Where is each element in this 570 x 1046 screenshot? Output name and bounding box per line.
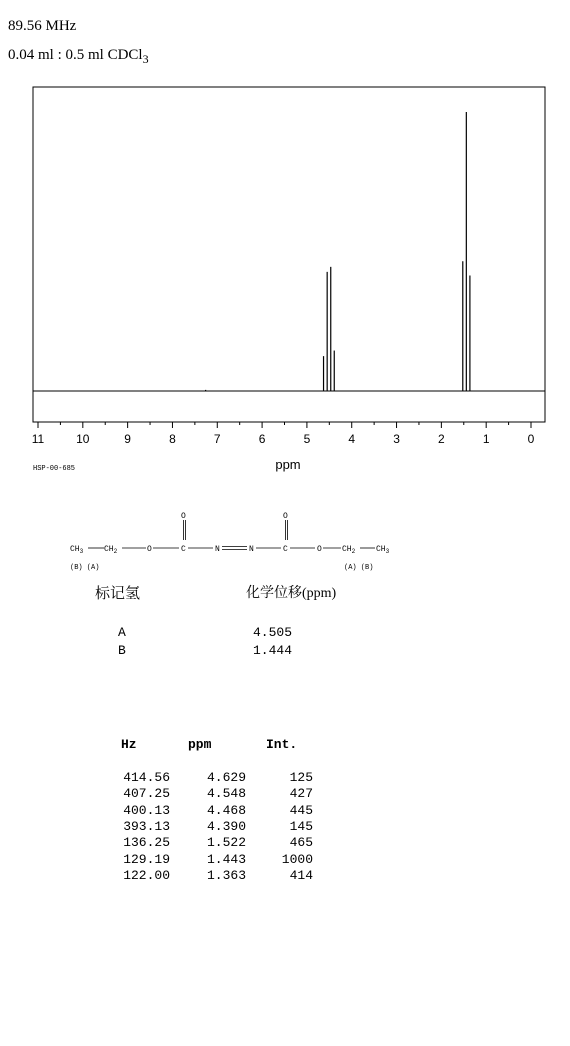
solvent-subscript: 3 [142,52,149,66]
carbonyl-o-right: O [283,512,288,521]
x-tick-label: 4 [348,432,356,446]
atom-ch2-right: $CH_2$ [342,545,356,555]
x-tick-label: 10 [76,432,90,446]
x-tick-label: 0 [527,432,535,446]
labels-right: (A) (B) [344,564,374,572]
peak-table-cell: 125 [289,770,313,785]
peak-table-cell: 465 [289,835,313,851]
peak-table-header: Int. [266,737,298,752]
assign-header-shift: 化学位移(ppm) [246,586,337,601]
x-tick-label: 7 [213,432,221,446]
assign-header-proton: 标记氢 [95,586,141,602]
x-tick-label: 8 [169,432,176,446]
peak-table-cell: 4.629 [207,770,247,785]
peak-table-cell: 129.19 [123,851,170,867]
assign-row-a-label: A [118,625,126,640]
peak-table-cell: 4.468 [207,802,247,818]
assign-row-b-shift: 1.444 [253,643,293,658]
assign-row-b-label: B [118,643,126,658]
x-tick-label: 11 [31,432,45,446]
x-tick-label: 2 [438,432,445,446]
assign-row-a-shift: 4.505 [253,625,293,640]
spectrum-id: HSP-00-685 [33,465,76,473]
peak-table-cell: 414.56 [123,770,170,785]
carbonyl-o-left: O [181,512,186,521]
peak-table-header: ppm [188,737,212,752]
peak-table-cell: 1.443 [207,851,247,867]
labels-left: (B) (A) [70,564,100,572]
atom-o-right: O [317,545,322,554]
peak-table-cell: 393.13 [123,818,170,834]
x-tick-label: 6 [258,432,266,446]
atom-c-right: C [283,545,288,554]
x-tick-label: 1 [482,432,490,446]
x-tick-label: 3 [393,432,400,446]
x-axis-ticks [32,422,535,446]
peak-table-cell: 1.522 [207,835,247,851]
peak-table-cell: 122.00 [123,867,170,883]
peak-table-cell: 1000 [281,851,314,867]
peak-table-cell: 400.13 [123,802,170,818]
atom-n-right: N [249,545,254,554]
structure-diagram [70,512,390,572]
atom-n-left: N [215,545,220,554]
frequency-label: 89.56 MHz [8,18,77,34]
x-tick-label: 9 [124,432,131,446]
peak-table-cell: 145 [289,818,313,834]
x-axis-label: ppm [275,457,301,472]
x-tick-label: 5 [303,432,311,446]
atom-ch3-right: $CH_3$ [376,545,390,555]
peak-table-cell: 4.548 [207,786,247,802]
peak-table-cell: 1.363 [207,867,247,883]
peak-lines [206,112,470,391]
peak-table-cell: 136.25 [123,835,170,851]
peak-table-cell: 414 [289,867,313,883]
atom-c-left: C [181,545,186,554]
atom-ch2-left: $CH_2$ [104,545,118,555]
peak-table-cell: 427 [289,786,313,802]
peak-table-cell: 407.25 [123,786,170,802]
atom-o-left: O [147,545,152,554]
peak-table-cell: 445 [289,802,313,818]
peak-table-header: Hz [121,737,137,752]
peak-table-cell: 4.390 [207,818,247,834]
solvent-text: 0.04 ml : 0.5 ml CDCl [8,47,143,63]
atom-ch3-left: $CH_3$ [70,545,84,555]
plot-frame [33,87,545,422]
